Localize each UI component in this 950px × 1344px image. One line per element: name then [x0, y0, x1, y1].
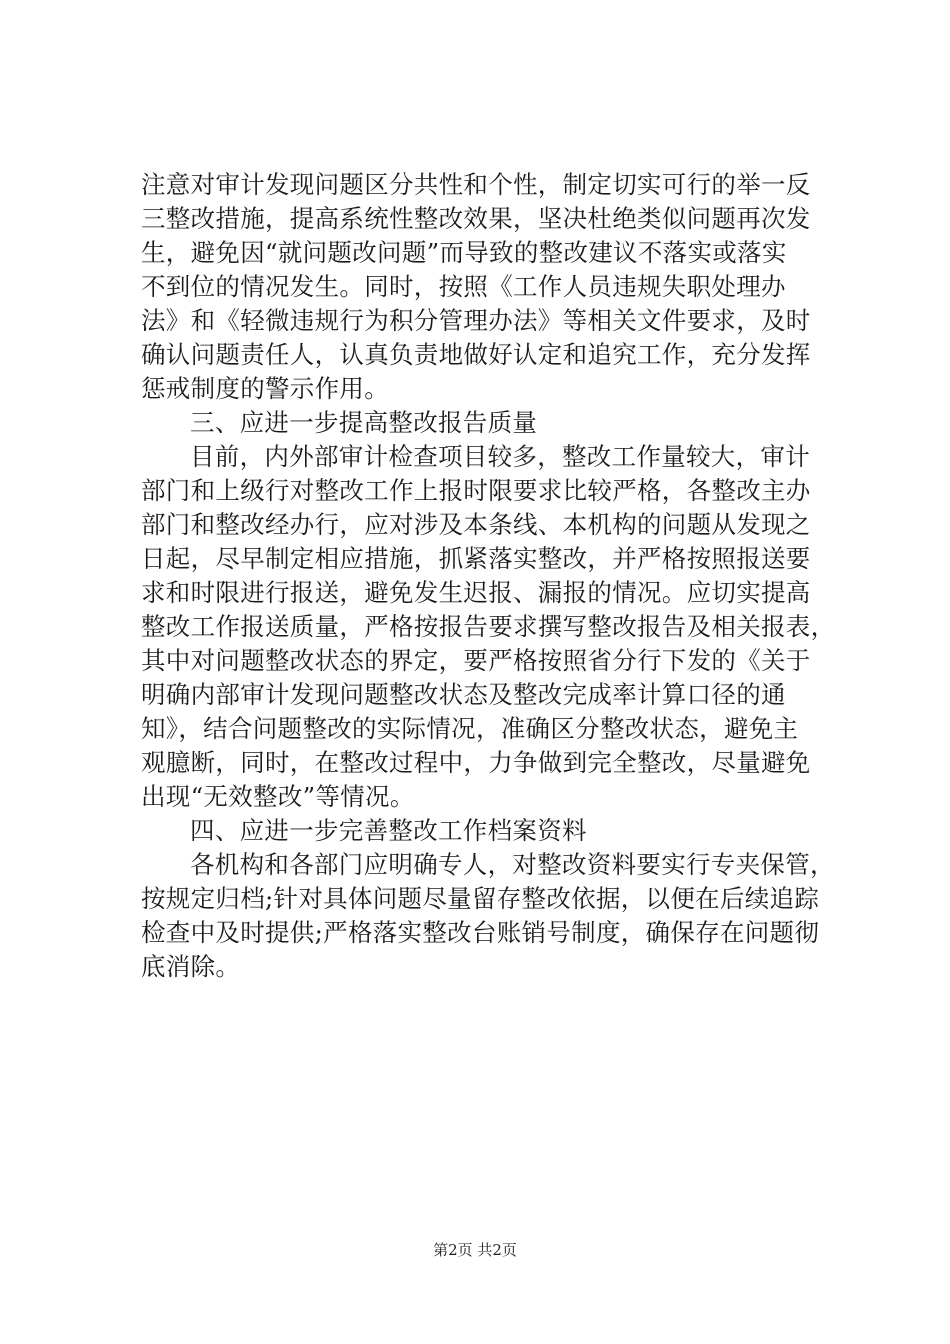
text-line: 出现“无效整改”等情况。	[141, 782, 415, 811]
text-line: 部门和整改经办行，应对涉及本条线、本机构的问题从发现之	[141, 510, 811, 539]
text-line: 部门和上级行对整改工作上报时限要求比较严格，各整改主办	[141, 476, 811, 505]
text-line: 各机构和各部门应明确专人，对整改资料要实行专夹保管，	[190, 850, 835, 879]
text-line: 求和时限进行报送，避免发生迟报、漏报的情况。应切实提高	[141, 578, 811, 607]
text-line: 明确内部审计发现问题整改状态及整改完成率计算口径的通	[141, 680, 786, 709]
text-line: 法》和《轻微违规行为积分管理办法》等相关文件要求，及时	[141, 306, 811, 335]
text-line: 惩戒制度的警示作用。	[141, 374, 389, 403]
text-line: 观臆断，同时，在整改过程中，力争做到完全整改，尽量避免	[141, 748, 811, 777]
text-line: 日起，尽早制定相应措施，抓紧落实整改，并严格按照报送要	[141, 544, 811, 573]
text-line: 按规定归档;针对具体问题尽量留存整改依据，以便在后续追踪	[141, 884, 820, 913]
document-body	[141, 168, 836, 984]
page-footer: 第2页 共2页	[433, 1241, 517, 1259]
text-line: 底消除。	[141, 952, 241, 981]
text-line: 目前，内外部审计检查项目较多，整改工作量较大，审计	[190, 442, 810, 471]
paragraph-2	[141, 440, 836, 814]
paragraph-3	[141, 848, 835, 984]
text-line: 三整改措施，提高系统性整改效果，坚决杜绝类似问题再次发	[141, 204, 811, 233]
text-line: 注意对审计发现问题区分共性和个性，制定切实可行的举一反	[141, 170, 811, 199]
text-line: 其中对问题整改状态的界定，要严格按照省分行下发的《关于	[141, 646, 811, 675]
text-line: 确认问题责任人，认真负责地做好认定和追究工作，充分发挥	[141, 340, 811, 369]
text-line: 知》，结合问题整改的实际情况，准确区分整改状态，避免主	[141, 714, 799, 743]
section-heading-4: 四、应进一步完善整改工作档案资料	[190, 816, 587, 845]
text-line: 不到位的情况发生。同时，按照《工作人员违规失职处理办	[141, 272, 786, 301]
text-line: 整改工作报送质量，严格按报告要求撰写整改报告及相关报表，	[141, 612, 836, 641]
text-line: 生，避免因“就问题改问题”而导致的整改建议不落实或落实	[141, 238, 787, 267]
text-line: 检查中及时提供;严格落实整改台账销号制度，确保存在问题彻	[141, 918, 820, 947]
paragraph-1	[141, 168, 831, 406]
section-heading-3: 三、应进一步提高整改报告质量	[190, 408, 538, 437]
